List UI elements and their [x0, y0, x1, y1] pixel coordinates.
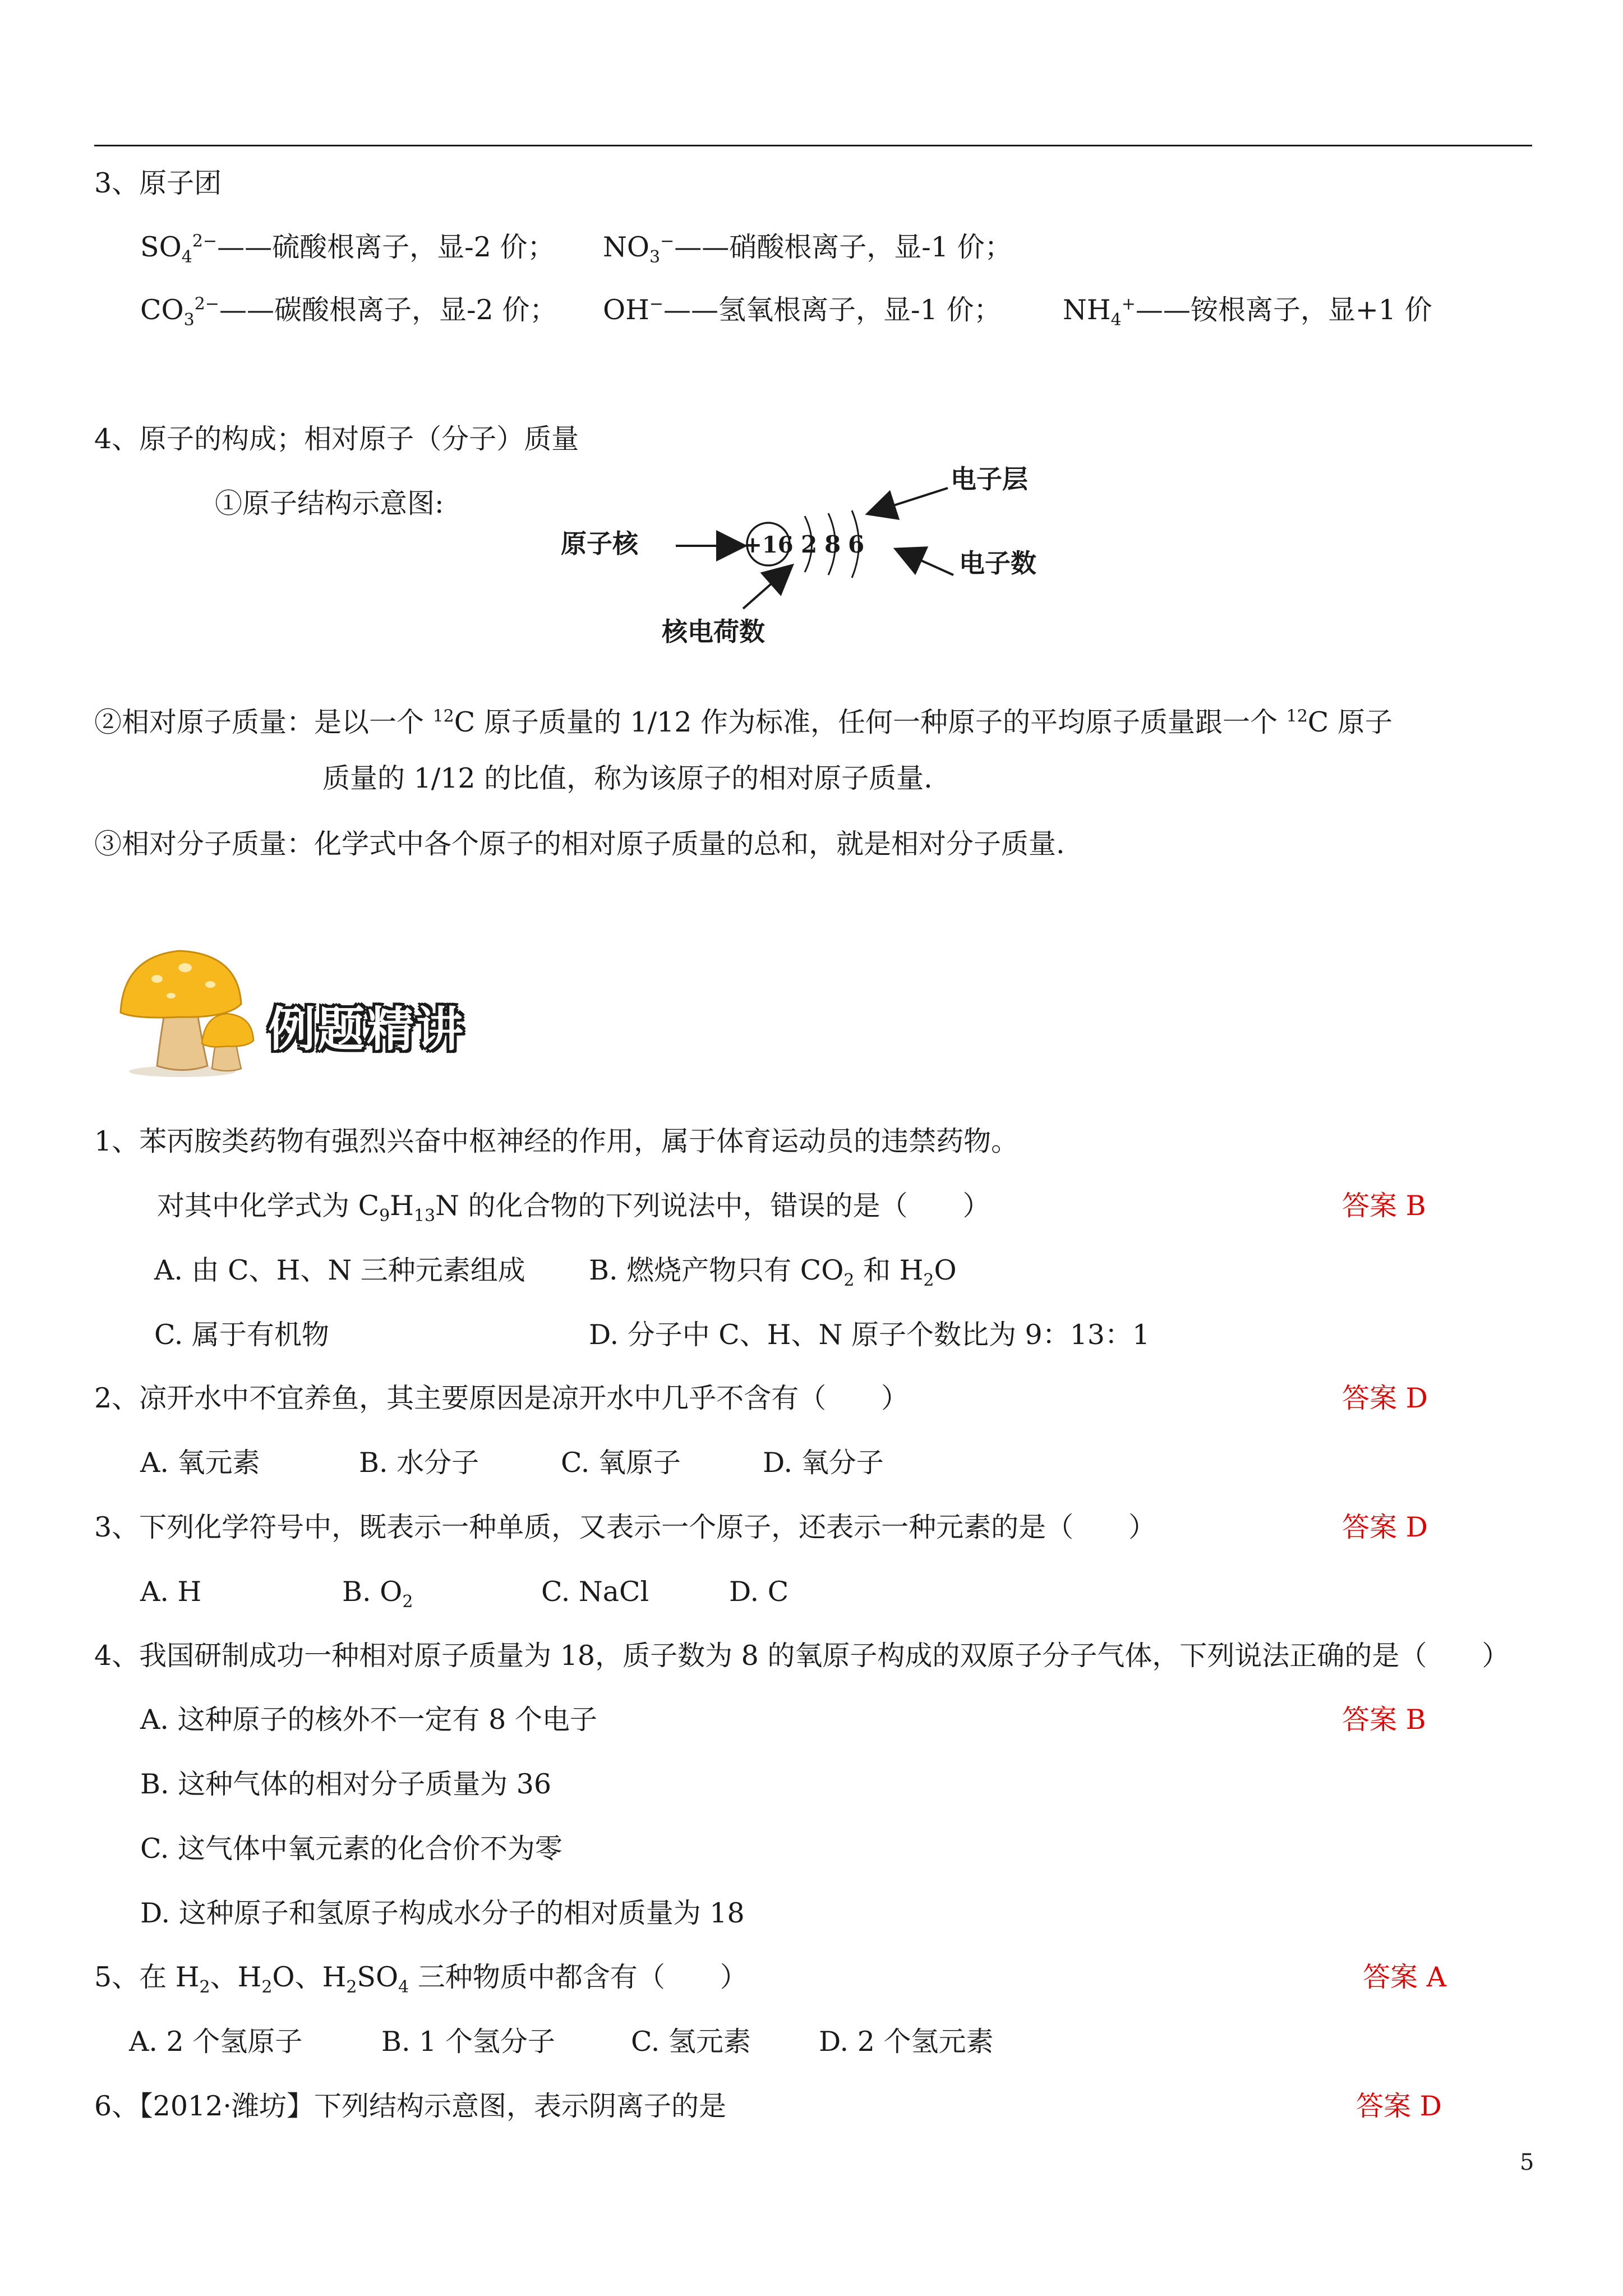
electron-count-1: 2	[801, 531, 818, 558]
ion-ammonium: $NH_4^+——$铵根离子，显+1 价	[1063, 294, 1432, 330]
count-label: 电子数	[959, 548, 1036, 578]
q4-option-b: B. 这种气体的相对分子质量为 36	[140, 1768, 552, 1800]
q3-stem: 3、下列化学符号中，既表示一种单质，又表示一个原子，还表示一种元素的是（ ）	[94, 1511, 1156, 1543]
relative-atomic-mass-line1: ②相对原子质量：是以一个 $^{12}$C 原子质量的 1/12 作为标准，任何一种原子的平均原子质量跟一个 $^{12}$C 原子	[94, 706, 1393, 738]
q3-option-d: D. C	[729, 1576, 789, 1608]
q6-answer: 答案 D	[1356, 2090, 1442, 2122]
ion-carbonate: $CO_3^{2-}——$碳酸根离子，显-2 价；	[140, 294, 557, 330]
section-4-heading: 4、原子的构成；相对原子（分子）质量	[94, 423, 579, 455]
q3-option-b: B. $O_2$	[342, 1576, 413, 1612]
q2-option-c: C. 氧原子	[561, 1447, 681, 1479]
q3-option-a: A. H	[140, 1576, 202, 1608]
q4-stem: 4、我国研制成功一种相对原子质量为 18，质子数为 8 的氧原子构成的双原子分子气体，下列说法正确的是（ ）	[94, 1640, 1510, 1672]
q5-option-a: A. 2 个氢原子	[129, 2026, 303, 2058]
electron-count-2: 8	[824, 531, 841, 558]
ion-hydroxide: OH−——氢氧根离子，显-1 价；	[603, 294, 1002, 326]
q4-option-a: A. 这种原子的核外不一定有 8 个电子	[140, 1704, 597, 1736]
count-arrow	[897, 550, 953, 575]
q2-stem: 2、凉开水中不宜养鱼，其主要原因是凉开水中几乎不含有（ ）	[94, 1382, 909, 1414]
q4-option-c: C. 这气体中氧元素的化合价不为零	[140, 1833, 562, 1865]
examples-heading: 例题精讲	[268, 1002, 466, 1057]
nuclear-charge: +16	[743, 532, 794, 558]
shell-arrow	[869, 488, 948, 513]
nucleus-label: 原子核	[561, 528, 638, 559]
header-rule	[94, 145, 1532, 146]
q5-option-b: B. 1 个氢分子	[381, 2026, 555, 2058]
q1-option-c: C. 属于有机物	[154, 1319, 329, 1351]
q5-answer: 答案 A	[1363, 1961, 1446, 1993]
mushroom-icon	[112, 934, 258, 1080]
ion-nitrate: $NO_3^-——$硝酸根离子，显-1 价；	[603, 231, 1012, 267]
electron-count-3: 6	[848, 531, 865, 558]
q1-option-d: D. 分子中 C、H、N 原子个数比为 9：13：1	[589, 1319, 1150, 1351]
q3-answer: 答案 D	[1342, 1511, 1428, 1543]
charge-arrow	[743, 567, 791, 609]
q5-stem: 5、在 $H_2$、$H_2O$、$H_2SO_4$ 三种物质中都含有（ ）	[94, 1961, 748, 1997]
q2-option-b: B. 水分子	[359, 1447, 479, 1479]
ion-sulfate: $SO_4^{2-}——$硫酸根离子，显-2 价；	[140, 231, 555, 267]
q5-option-d: D. 2 个氢元素	[819, 2026, 994, 2058]
q2-option-a: A. 氧元素	[140, 1447, 260, 1479]
q5-option-c: C. 氢元素	[631, 2026, 751, 2058]
section-3-heading: 3、原子团	[94, 167, 222, 199]
q4-option-d: D. 这种原子和氢原子构成水分子的相对质量为 18	[140, 1897, 745, 1929]
relative-atomic-mass-line2: 质量的 1/12 的比值，称为该原子的相对原子质量.	[322, 762, 933, 794]
atom-structure-diagram	[527, 457, 1116, 665]
q4-answer: 答案 B	[1342, 1704, 1426, 1736]
shell-label: 电子层	[951, 464, 1028, 494]
q3-option-c: C. NaCl	[541, 1576, 649, 1608]
q2-answer: 答案 D	[1342, 1382, 1428, 1414]
page-number: 5	[1520, 2150, 1534, 2175]
q6-stem: 6、【2012·潍坊】下列结构示意图，表示阴离子的是	[94, 2090, 726, 2122]
relative-molecular-mass: ③相对分子质量：化学式中各个原子的相对原子质量的总和，就是相对分子质量.	[94, 828, 1065, 860]
q1-answer: 答案 B	[1342, 1190, 1426, 1222]
q1-stem-line1: 1、苯丙胺类药物有强烈兴奋中枢神经的作用，属于体育运动员的违禁药物。	[94, 1125, 1019, 1157]
q1-stem-line2: 对其中化学式为 $C_9H_{13}N$ 的化合物的下列说法中，错误的是（ ）	[157, 1190, 990, 1226]
charge-label: 核电荷数	[662, 616, 765, 647]
q1-option-b: B. 燃烧产物只有 $CO_2$ 和 $H_2O$	[589, 1254, 957, 1290]
q2-option-d: D. 氧分子	[763, 1447, 884, 1479]
diagram-caption: ①原子结构示意图:	[215, 487, 444, 519]
q1-option-a: A. 由 C、H、N 三种元素组成	[154, 1254, 525, 1286]
